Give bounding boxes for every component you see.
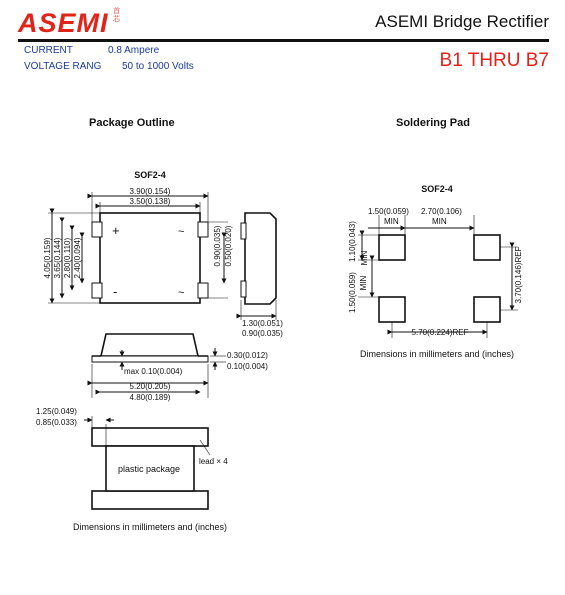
spec-voltage-label: VOLTAGE RANG [24, 61, 102, 72]
dim-pad-vgap-min: MIN [359, 275, 368, 291]
dim-height-a: 4.05(0.159) [43, 237, 52, 279]
brand-logo: ASEMI [18, 8, 109, 38]
spec-current-label: CURRENT [24, 45, 73, 56]
dim-pad-width: 1.50(0.059) [368, 207, 409, 216]
dim-side-a: 1.30(0.051) [242, 319, 283, 328]
package-top-view [92, 213, 208, 303]
dim-overall-b: 4.80(0.189) [129, 393, 171, 402]
outline-caption: Dimensions in millimeters and (inches) [72, 522, 228, 532]
dim-height-b: 3.65(0.144) [53, 237, 62, 279]
dim-pad-gap: 2.70(0.106) [421, 207, 462, 216]
ac-terminal-mark-top: ~ [178, 226, 185, 238]
pad-top-right [474, 235, 500, 260]
dim-top-width-min: 3.50(0.138) [129, 197, 171, 206]
pad-bottom-left [379, 297, 405, 322]
package-side-view [241, 213, 276, 304]
dim-lead-len-a: 1.25(0.049) [36, 407, 77, 416]
brand-logo-cn: 首芯 [113, 8, 120, 23]
dim-side-b: 0.90(0.035) [242, 329, 283, 338]
dim-ref-width: 5.70(0.224)REF [411, 328, 469, 337]
lead-top-left [92, 222, 102, 237]
lead-label: lead × 4 [199, 457, 228, 466]
part-range: B1 THRU B7 [439, 50, 549, 71]
dim-lead-len-b: 0.85(0.033) [36, 418, 77, 427]
plus-terminal-mark: + [112, 223, 120, 238]
dim-standoff: max 0.10(0.004) [124, 367, 183, 376]
dim-lead-thick-a: 0.30(0.012) [227, 351, 268, 360]
soldering-pad-layout [379, 235, 500, 322]
package-front-view [92, 334, 208, 362]
dim-lead-thick-b: 0.10(0.004) [227, 362, 268, 371]
dim-top-width: 3.90(0.154) [129, 187, 171, 196]
spec-voltage-value: 50 to 1000 Volts [122, 61, 194, 72]
spec-current-value: 0.8 Ampere [108, 45, 160, 56]
package-outline-heading: Package Outline [89, 117, 175, 129]
dim-lead-pitch-b: 0.50(0.020) [224, 225, 233, 267]
lead-bottom-left [92, 283, 102, 298]
pad-bottom-right [474, 297, 500, 322]
dim-pad-height-min: MIN [360, 250, 369, 266]
dim-height-d: 2.40(0.094) [73, 237, 82, 279]
dim-height-c: 2.80(0.110) [63, 237, 72, 279]
body-label: plastic package [117, 464, 181, 474]
ac-terminal-mark-bottom: ~ [178, 287, 185, 299]
dim-overall-a: 5.20(0.205) [129, 382, 171, 391]
dim-pad-width-min: MIN [384, 217, 399, 226]
minus-terminal-mark: - [113, 284, 118, 299]
dim-lead-pitch-a: 0.90(0.035) [213, 225, 222, 267]
pad-caption: Dimensions in millimeters and (inches) [359, 349, 515, 359]
lead-bottom-right [198, 283, 208, 298]
lead-top-right [198, 222, 208, 237]
dim-ref-height: 3.70(0.146)REF [514, 246, 523, 304]
dim-pad-gap-min: MIN [432, 217, 447, 226]
document-title: ASEMI Bridge Rectifier [375, 12, 549, 31]
pad-package-name: SOF2-4 [421, 184, 453, 194]
soldering-pad-heading: Soldering Pad [396, 117, 470, 129]
pad-top-left [379, 235, 405, 260]
dim-pad-vgap: 1.50(0.059) [348, 272, 357, 313]
dim-pad-height: 1.10(0.043) [348, 221, 357, 262]
outline-package-name: SOF2-4 [134, 170, 166, 180]
